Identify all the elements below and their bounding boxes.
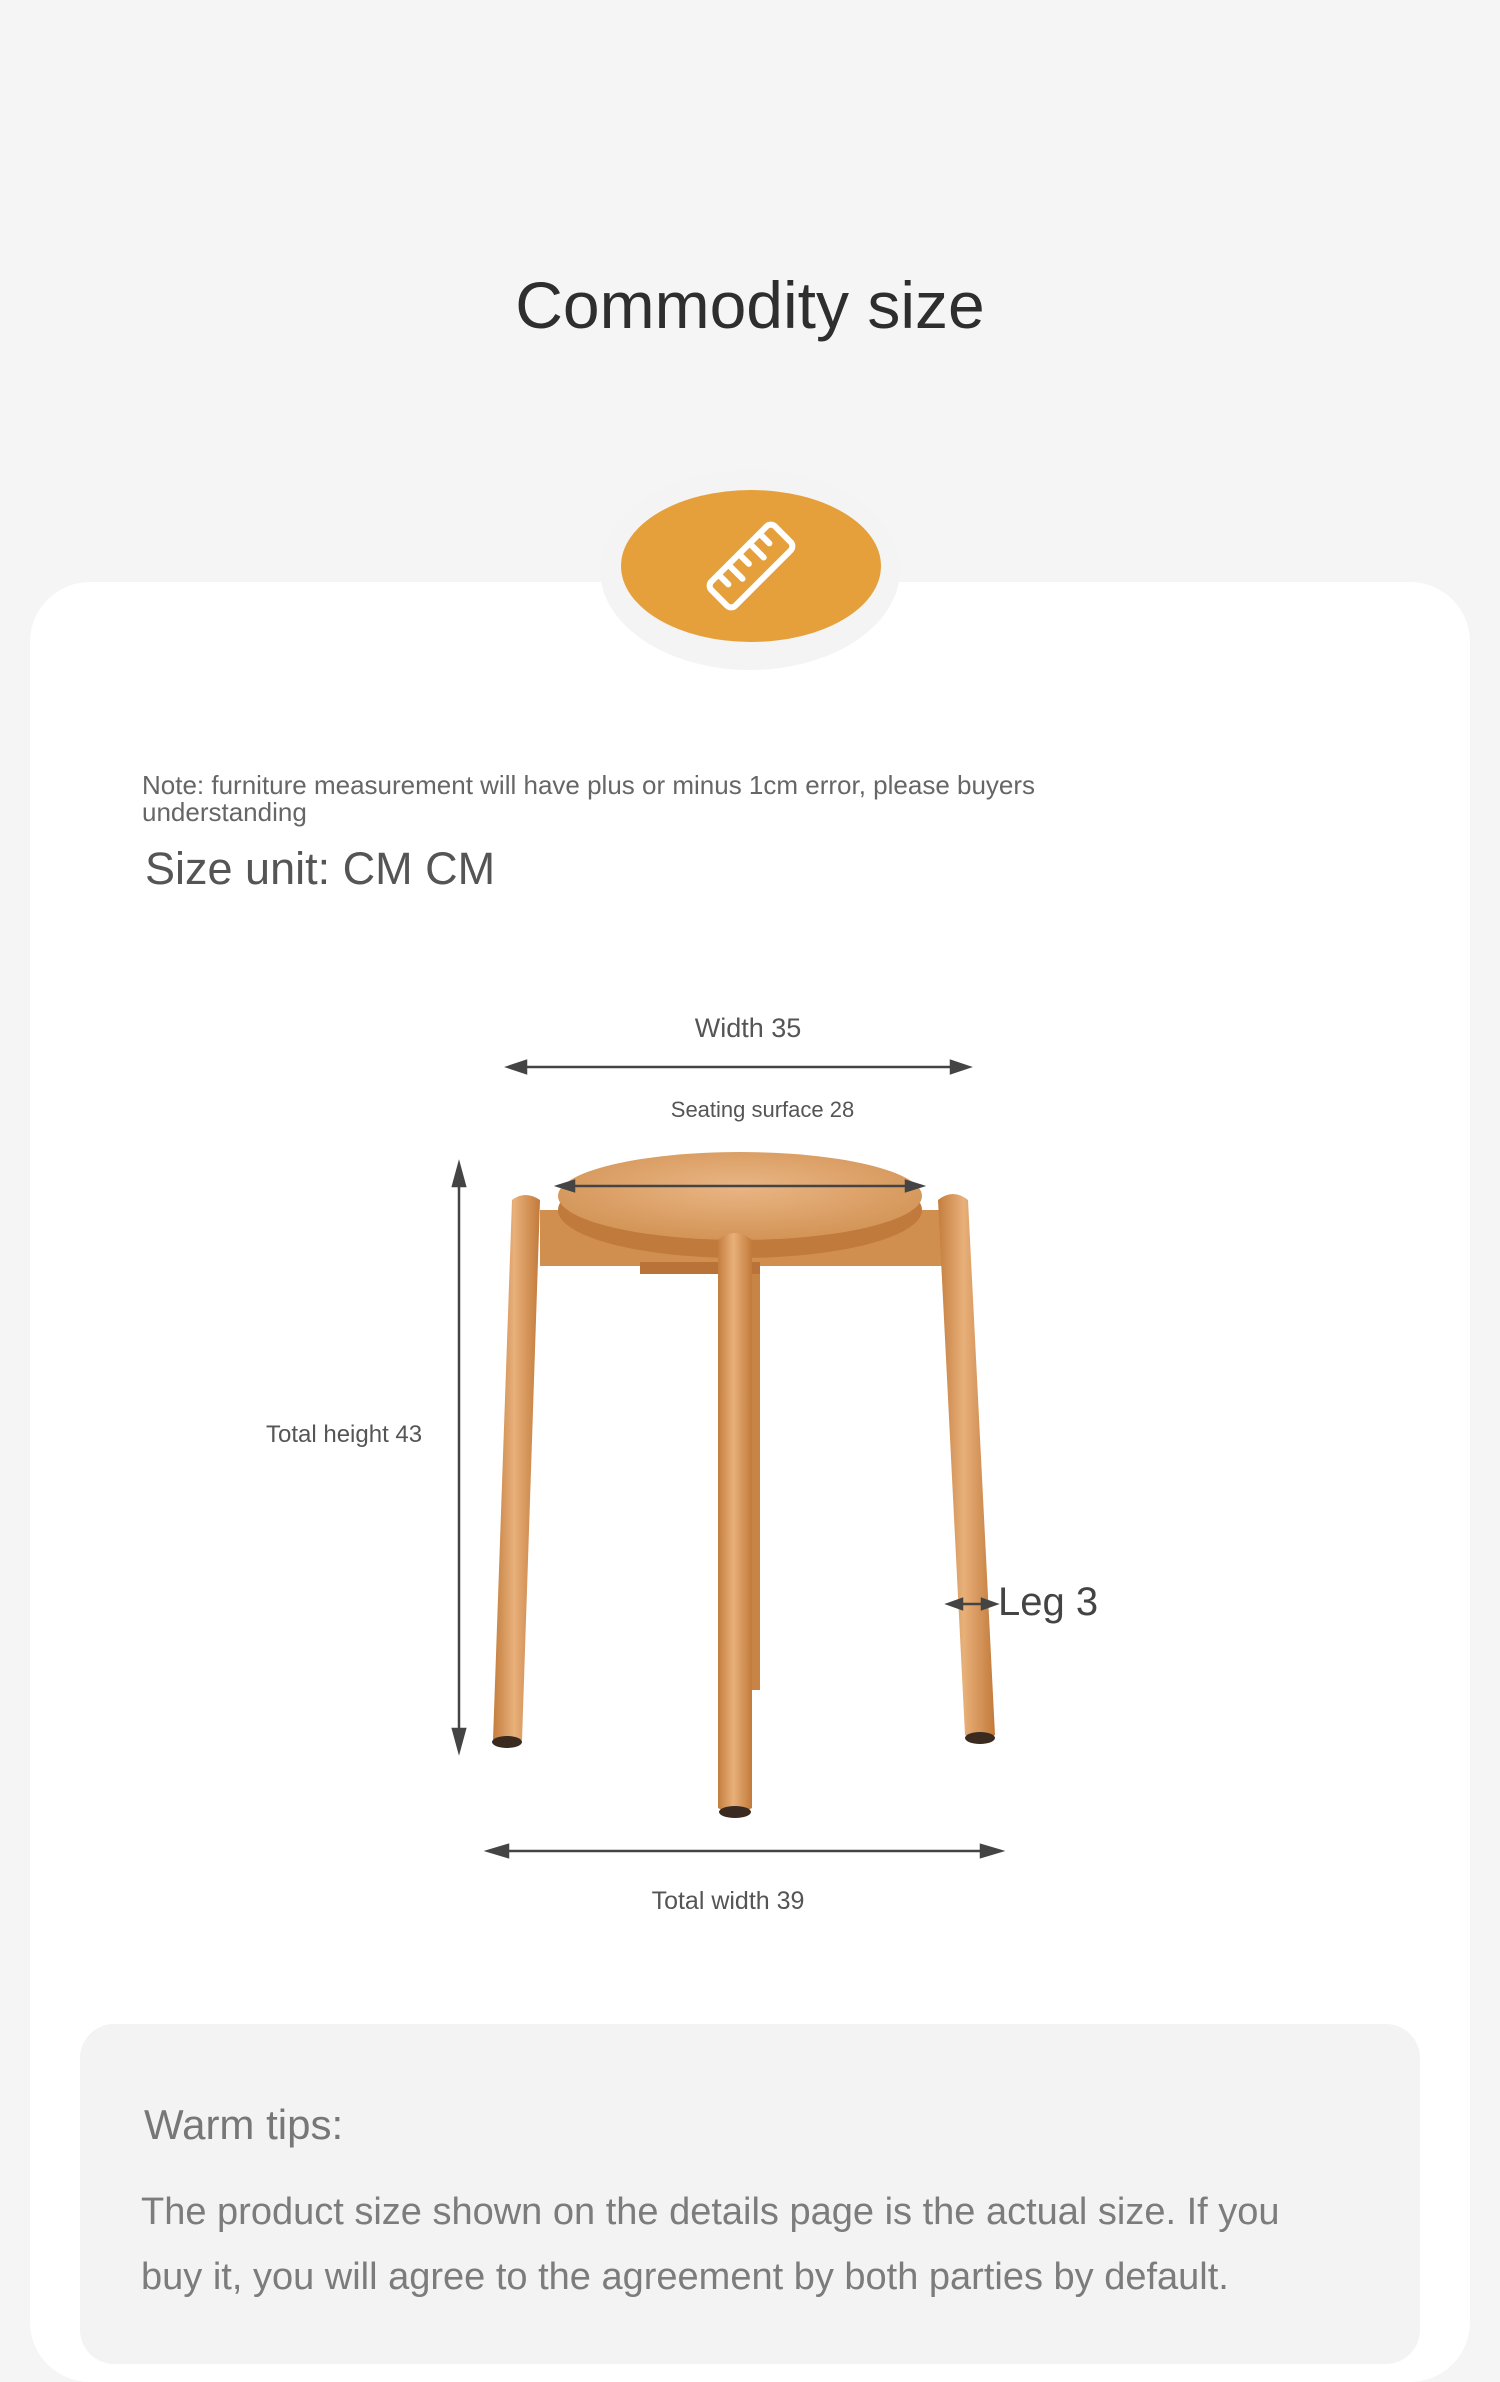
- seating-surface-label: Seating surface 28: [670, 1097, 855, 1122]
- measurement-note: Note: furniture measurement will have plus or minus 1cm error, please buyers understanding: [142, 770, 1036, 827]
- ruler-icon: [696, 511, 806, 621]
- total-width-label: Total width 39: [651, 1887, 805, 1915]
- warm-tips-body: The product size shown on the details page is the actual size. If you buy it, you will agree to the agreement by both parties by default.: [141, 2191, 1280, 2298]
- width-label: Width 35: [694, 1013, 802, 1043]
- total-height-label: Total height 43: [266, 1421, 423, 1448]
- warm-tips-title: Warm tips:: [144, 2101, 344, 2148]
- leg-label: Leg 3: [998, 1580, 1099, 1624]
- size-badge: [621, 490, 881, 642]
- size-unit-label: Size unit: CM CM: [145, 843, 496, 894]
- page-title: Commodity size: [515, 268, 985, 342]
